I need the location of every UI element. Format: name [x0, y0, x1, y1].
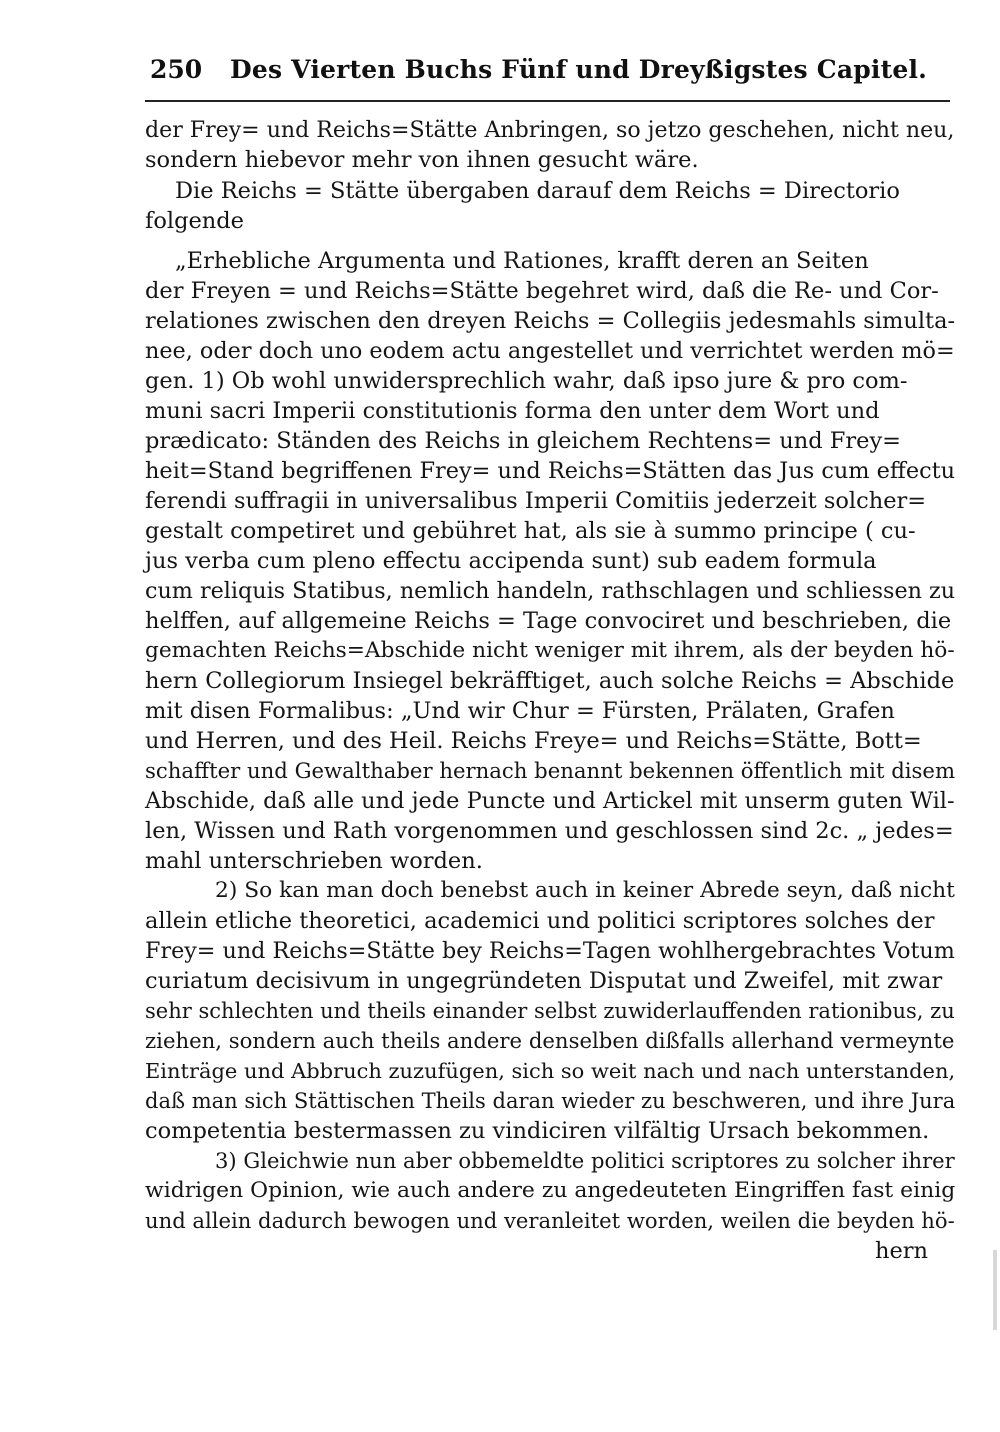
- text-line: „Erhebliche Argumenta und Rationes, krafft deren an Seiten: [175, 248, 869, 274]
- text-line: der Freyen = und Reichs=Stätte begehret wird, daß die Re- und Cor-: [145, 278, 939, 304]
- running-title: Des Vierten Buchs Fünf und Dreyßigstes Capitel.: [230, 55, 928, 84]
- text-line: nee, oder doch uno eodem actu angestellet und verrichtet werden mö=: [145, 338, 955, 364]
- text-line: Einträge und Abbruch zuzufügen, sich so weit nach und nach unterstanden,: [145, 1059, 956, 1083]
- header-rule: [145, 100, 950, 102]
- text-line: daß man sich Stättischen Theils daran wieder zu beschweren, und ihre Jura: [145, 1088, 956, 1113]
- text-line: hern Collegiorum Insiegel bekräfftiget, auch solche Reichs = Abschide: [145, 668, 955, 694]
- text-line: heit=Stand begriffenen Frey= und Reichs=Stätten das Jus cum effectu: [145, 458, 956, 484]
- text-line: ferendi suffragii in universalibus Imperii Comitiis jederzeit solcher=: [145, 488, 927, 514]
- text-line: mit disen Formalibus: „Und wir Chur = Fürsten, Prälaten, Grafen: [145, 698, 895, 724]
- text-line: hern: [875, 1238, 929, 1264]
- text-line: relationes zwischen den dreyen Reichs = Collegiis jedesmahls simulta-: [145, 308, 956, 334]
- text-line: ziehen, sondern auch theils andere denselben dißfalls allerhand vermeynte: [145, 1028, 955, 1053]
- text-line: gen. 1) Ob wohl unwidersprechlich wahr, daß ipso jure & pro com-: [145, 368, 908, 394]
- scan-edge-shadow: [993, 1250, 997, 1330]
- text-line: helffen, auf allgemeine Reichs = Tage convociret und beschrieben, die: [145, 608, 952, 634]
- text-line: curiatum decisivum in ungegründeten Disputat und Zweifel, mit zwar: [145, 968, 943, 994]
- page-number: 250: [150, 55, 203, 84]
- text-line: Abschide, daß alle und jede Puncte und Artickel mit unserm guten Wil-: [145, 788, 955, 814]
- page-header: [150, 55, 928, 95]
- text-line: cum reliquis Statibus, nemlich handeln, rathschlagen und schliessen zu: [145, 578, 956, 604]
- text-line: gestalt competiret und gebühret hat, als sie à summo principe ( cu-: [145, 518, 916, 544]
- text-line: jus verba cum pleno effectu accipenda sunt) sub eadem formula: [145, 548, 877, 574]
- text-line: widrigen Opinion, wie auch andere zu angedeuteten Eingriffen fast einig: [145, 1178, 956, 1203]
- text-line: Die Reichs = Stätte übergaben darauf dem Reichs = Directorio: [175, 178, 900, 204]
- text-line: 3) Gleichwie nun aber obbemeldte politici scriptores zu solcher ihrer: [215, 1148, 955, 1173]
- text-line: len, Wissen und Rath vorgenommen und geschlossen sind 2c. „ jedes=: [145, 818, 954, 844]
- text-line: sondern hiebevor mehr von ihnen gesucht wäre.: [145, 147, 699, 173]
- text-line: und allein dadurch bewogen und veranleitet worden, weilen die beyden hö-: [145, 1208, 955, 1233]
- text-line: allein etliche theoretici, academici und politici scriptores solches der: [145, 908, 935, 934]
- text-line: gemachten Reichs=Abschide nicht weniger mit ihrem, als der beyden hö-: [145, 638, 955, 663]
- text-line: competentia bestermassen zu vindiciren vilfältig Ursach bekommen.: [145, 1118, 930, 1144]
- text-line: 2) So kan man doch benebst auch in keiner Abrede seyn, daß nicht: [215, 878, 955, 903]
- text-line: schaffter und Gewalthaber hernach benannt bekennen öffentlich mit disem: [145, 758, 956, 783]
- text-line: folgende: [145, 208, 244, 234]
- text-line: sehr schlechten und theils einander selbst zuwiderlauffenden rationibus, zu: [145, 998, 955, 1023]
- text-line: der Frey= und Reichs=Stätte Anbringen, so jetzo geschehen, nicht neu,: [145, 117, 955, 143]
- text-line: und Herren, und des Heil. Reichs Freye= und Reichs=Stätte, Bott=: [145, 728, 922, 754]
- text-line: Frey= und Reichs=Stätte bey Reichs=Tagen wohlhergebrachtes Votum: [145, 938, 955, 964]
- text-line: mahl unterschrieben worden.: [145, 848, 483, 874]
- text-line: prædicato: Ständen des Reichs in gleichem Rechtens= und Frey=: [145, 428, 902, 454]
- text-line: muni sacri Imperii constitutionis forma den unter dem Wort und: [145, 398, 880, 424]
